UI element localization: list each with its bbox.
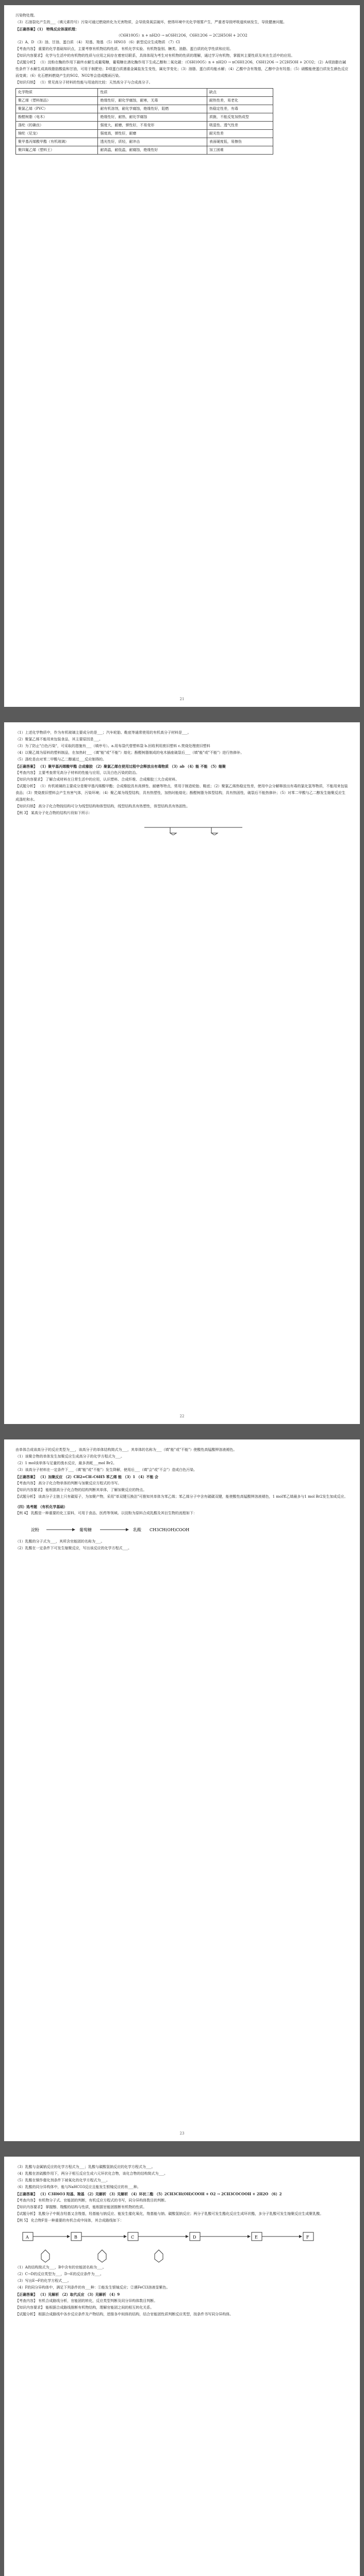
paragraph: （2）1 mol该单体与足量的溴水反应，最多消耗___mol Br2。 xyxy=(15,1461,117,1465)
scheme-label: C xyxy=(131,2235,135,2240)
answer-heading: 【正确答案】（1） 特殊反应体现机理： xyxy=(15,27,79,31)
paragraph: 【试题分析】 （1）有机玻璃的主要成分是聚甲基丙烯酸甲酯；合成橡胶具有高弹性、耐磨等特点，常用于制造轮胎、鞋底；（2）聚氯乙烯热稳定性差，使用中会分解释放出有毒的氯化氢等物质，不能用来包装食品；（3）焚烧废旧塑料会产生有害气体，污染环境；（4）聚乙烯为线型结构，具有热塑性，加热时能熔化；酚醛树脂为体型结构，具有热固性，破裂后不能热修补；（5）对苯二甲酸与乙二醇发生缩聚反应生成涤纶和水。 xyxy=(15,784,348,802)
paragraph: （2）C→D的反应类型为___，D→E的反应条件为___。 xyxy=(15,2272,104,2276)
material-comparison-table xyxy=(15,88,273,155)
table-cell: 质脆，不能反复加热成型 xyxy=(207,113,273,122)
paragraph: （1）乳酸的分子式为___，其所含官能团的名称为___。 xyxy=(15,1539,105,1544)
table-cell: 涤纶（的确良） xyxy=(16,122,98,130)
table-header: 性质 xyxy=(98,89,207,97)
paragraph: 污染物处理。 xyxy=(15,13,37,18)
paragraph: （4）F的同分异构体中，满足下列条件的有___种：①能发生银镜反应；②遇FeCl3溶液显紫色。 xyxy=(15,2285,170,2290)
synthesis-scheme xyxy=(26,1520,294,1538)
paragraph: 【例 3】 某高分子化合物的结构片段如下所示： xyxy=(15,811,92,815)
scheme-label: 葡萄糖 xyxy=(79,1528,92,1532)
table-cell: 酚醛树脂（电木） xyxy=(16,113,98,122)
table-cell: 聚乙烯（塑料制品） xyxy=(16,97,98,105)
table-cell: 绝缘性好，耐热，耐化学腐蚀 xyxy=(98,113,207,122)
paragraph: （1）上述化学物质中，作为有机玻璃主要成分的是___；汽车轮胎、鞋底等通常使用的有机高分子材料是___。 xyxy=(15,731,191,735)
page-number: 21 xyxy=(179,697,185,701)
paragraph: 【知识内容要求】 化学与生活中的有机物的性质与应用之间存在着密切联系，具体体现为考生对有机物的性质的理解，通过学习有机物，掌握其主要性质及其在生活中的应用。 xyxy=(15,54,295,58)
paragraph: （2）聚氯乙烯不能用来包装食品，其主要原因是___。 xyxy=(15,737,103,741)
paragraph: 【试题分析】 根据合成路线中各步反应条件及产物结构，逆推各中间体的结构，结合官能团性质判断反应类型，按条件书写同分异构体。 xyxy=(15,2312,234,2316)
table-cell: 表面硬度低，易擦伤 xyxy=(207,138,273,146)
answer-heading: 【正确答案】 （1）见解析 （2）取代反应 （3）见解析 （4）9 xyxy=(15,2292,120,2297)
paragraph: 【例 5】 化合物F是一种重要的有机合成中间体，其合成路线如下： xyxy=(15,2218,124,2223)
table-cell: 透光性好，质轻，耐冲击 xyxy=(98,138,207,146)
paragraph: 【考查内容】 主要考查常见高分子材料的性能与应用，以及白色污染的防治。 xyxy=(15,771,140,775)
paragraph: 由单体合成该高分子的反应类型为___，该高分子的单体结构简式为___，其单体的名称为___（填"能"或"不能"）使酸性高锰酸钾溶液褪色。 xyxy=(15,1448,237,1452)
scheme-label: E xyxy=(255,2235,258,2240)
scheme-label: F xyxy=(306,2235,309,2240)
paragraph: 【考查内容】 重要的化学基础知识点，主要考察有机物结构性质、有机化学实验、有机物鉴别、糖类、油脂、蛋白质的化学性质和应用。 xyxy=(15,47,234,51)
table-row xyxy=(16,138,273,146)
table-row xyxy=(16,146,273,155)
document-page-1 xyxy=(4,5,360,707)
paragraph: 【例 4】 乳酸是一种重要的化工原料，可用于食品、医药等领域。以淀粉为原料合成乳酸及其衍生物的流程如下： xyxy=(15,1511,197,1515)
table-cell: 强度大，耐磨，弹性好，不易变形 xyxy=(98,122,207,130)
table-cell: 强度高，弹性好，耐磨 xyxy=(98,130,207,138)
table-header: 化学物质 xyxy=(16,89,98,97)
table-cell: 加工困难 xyxy=(207,146,273,155)
paragraph: 【考查内容】 有机物分子式、官能团的判断，有机反应方程式的书写，同分异构体数目的判断。 xyxy=(15,2198,169,2202)
paragraph: （5）涤纶是由对苯二甲酸与乙二醇通过___反应制得的。 xyxy=(15,757,106,761)
page-number: 22 xyxy=(179,1414,185,1418)
document-page-3 xyxy=(4,1439,360,2141)
paragraph: 【知识内容要求】 能根据高分子化合物的结构判断其单体，了解加聚反应的特点。 xyxy=(15,1488,147,1492)
table-cell: 聚甲基丙烯酸甲酯（有机玻璃） xyxy=(16,138,98,146)
table-cell: 热稳定性差，有毒 xyxy=(207,105,273,113)
paragraph: （4）以聚乙烯为原料的塑料制品，在加热时___（填"能"或"不能"）熔化；酚醛树脂制成的电木插座破裂后___（填"能"或"不能"）进行热修补。 xyxy=(15,751,244,755)
paragraph: （3）写出E→F的化学方程式___。 xyxy=(15,2279,71,2283)
section-title: （四）选考题 （有机化学基础） xyxy=(15,1504,68,1509)
table-cell: 聚氯乙烯（PVC） xyxy=(16,105,98,113)
scheme-label: B xyxy=(74,2235,77,2240)
table-cell: 耐高温，耐低温，耐腐蚀，绝缘性好 xyxy=(98,146,207,155)
answer-heading: 【正确答案】 （1）C3H6O3 羟基、羧基 （2）见解析 （3）见解析 （4）环状二酯 （5）2CH3CH(OH)COOH + O2 → 2CH3COCOOH + 2H2O （6）2 xyxy=(15,2192,282,2196)
table-row xyxy=(16,130,273,138)
table-row xyxy=(16,122,273,130)
table-cell: 锦纶（尼龙） xyxy=(16,130,98,138)
scheme-label: 淀粉 xyxy=(31,1528,39,1532)
scheme-label: D xyxy=(193,2235,196,2240)
paragraph: （1）该聚合物的单体发生加聚反应生成高分子的化学方程式为___。 xyxy=(15,1454,124,1459)
polymer-structure-diagram xyxy=(139,820,253,835)
paragraph: （3）乳酸与金属钠反应的化学方程式为___；乳酸与碳酸氢钠反应的化学方程式为___。 xyxy=(15,2165,155,2169)
paragraph: 【知识归纳】 高分子化合物按结构可分为线型结构和体型结构，线型结构具有热塑性，体型结构具有热固性。 xyxy=(15,804,190,808)
document-page-2 xyxy=(4,722,360,1424)
scheme-label: CH3CH(OH)COOH xyxy=(150,1528,190,1532)
paragraph: （6）乳酸的同分异构体中，能与NaHCO3反应且能发生银镜反应的有___种。 xyxy=(15,2185,141,2189)
answer-heading: 【正确答案】 （1）聚甲基丙烯酸甲酯 合成橡胶 （2）聚氯乙烯在使用过程中会释放出有毒物质 （3）ab （4）能 不能 （5）缩聚 xyxy=(15,764,226,769)
table-cell: 耐有机溶剂，耐化学腐蚀，绝缘性好，阻燃 xyxy=(98,105,207,113)
paragraph: （3）为了防止"白色污染"，可采取的措施有___（填序号）。a.用布袋代替塑料袋 b.回收利用废旧塑料 c.焚烧处理废旧塑料 xyxy=(15,744,210,748)
table-cell: 吸湿性、透气性差 xyxy=(207,122,273,130)
table-cell: 耐光性差 xyxy=(207,130,273,138)
paragraph: 【知识内容要求】 了解合成材料在日常生活中的应用，认识塑料、合成纤维、合成橡胶三大合成材料。 xyxy=(15,777,179,782)
document-page-4 xyxy=(4,2157,360,2576)
table-row xyxy=(16,113,273,122)
page-number: 23 xyxy=(179,2131,185,2136)
scheme-label: A xyxy=(26,2235,29,2240)
table-row xyxy=(16,105,273,113)
paragraph: （4）乳酸在浓硫酸作用下，两分子相互反应生成六元环状化合物，该化合物的结构简式为___。 xyxy=(15,2172,168,2176)
table-cell: 耐热性差，易老化 xyxy=(207,97,273,105)
table-cell: 绝缘性好，耐化学腐蚀，耐寒，无毒 xyxy=(98,97,207,105)
paragraph: 【试题分析】 乳酸分子中既含羟基又含羧基，羟基能与钠反应、能发生催化氧化，羧基能与钠、碳酸氢钠反应；两分子乳酸可发生酯化反应生成环状酯，多分子乳酸可发生缩聚反应生成聚乳酸。 xyxy=(15,2212,324,2216)
paragraph: 【考查内容】 有机合成路线分析，官能团的转化，反应类型判断及同分异构体数目判断。 xyxy=(15,2299,158,2303)
table-header-row xyxy=(16,89,273,97)
table-row xyxy=(16,97,273,105)
paragraph: 【试题分析】 该高分子主链上只有碳原子，为加聚产物，采用"单双键互换法"可推知其单体为苯乙烯；苯乙烯分子中含有碳碳双键，能使酸性高锰酸钾溶液褪色，1 mol苯乙烯最多与1 mol Br2发生加成反应。 xyxy=(15,1495,348,1499)
paragraph: （5）乳酸在铜作催化剂条件下被氧化的化学方程式为___。 xyxy=(15,2178,110,2182)
paragraph: （3）石油裂化产生的___（填元素符号）污染可通过燃烧转化为无害物质，会导致臭氧层破坏，使得环境中光化学烟雾产生，严重者导致呼吸道疾病发生，导致健康问题。 xyxy=(15,20,287,24)
synthesis-route-diagram xyxy=(21,2228,340,2264)
paragraph: 【试题分析】 （1）淀粉在酶的作用下最终水解生成葡萄糖，葡萄糖在酒化酶作用下生成乙醇和二氧化碳：（C6H10O5）n + nH2O → nC6H12O6，C6H12O6 → 2C2H5OH + 2CO2；（2）A项油脂在碱性条件下水解生成高级脂肪酸盐和甘油，可用于制肥皂；D项蛋白质遇重金属盐发生变性，属化学变化；（3）油脂、蛋白质均能水解；（4）乙酸中含有羧基，乙醇中含有羟基；（5）硝酸能使蛋白质发生颜色反应而变黄；（6）化石燃料燃烧产生的SO2、NO2等会造成酸雨污染。 xyxy=(15,60,349,78)
answer-heading: 【正确答案】 （1）加聚反应 （2）CH2=CH–C6H5 苯乙烯 能 （3）1 （4）不能 会 xyxy=(15,1475,158,1479)
paragraph: 【知识归纳】 （1）常见高分子材料的性能与用途的比较：天然高分子与合成高分子。 xyxy=(15,80,153,84)
table-cell: 聚四氟乙烯（塑料王） xyxy=(16,146,98,155)
scheme-label: 乳酸 xyxy=(133,1528,141,1532)
paragraph: （2）乳酸在一定条件下可发生缩聚反应，写出该反应的化学方程式___。 xyxy=(15,1546,131,1550)
paragraph: 【知识内容要求】 掌握醇、羧酸的结构与性质，能根据官能团推断有机物的性质。 xyxy=(15,2205,147,2209)
chemical-equation: （C6H10O5）n + nH2O → nC6H12O6，C6H12O6 → 2C2H5OH + 2CO2 xyxy=(117,33,247,38)
paragraph: 【知识内容要求】 能根据合成路线推断有机物结构，理解官能团之间的相互转化关系。 xyxy=(15,2306,154,2310)
table-header: 缺点 xyxy=(207,89,273,97)
paragraph: （3）该高分子材料在一定条件下___（填"能"或"不能"）发生降解，使用后___（填"会"或"不会"）造成白色污染。 xyxy=(15,1468,197,1472)
paragraph: （2）A、D （3）油、甘油、蛋白质 （4） 羟基、羧基 （5）HNO3 （6）新型反应生成物质 （7）Cl xyxy=(15,40,180,44)
paragraph: （1）A的结构简式为___，B中含有的官能团名称为___。 xyxy=(15,2265,106,2269)
paragraph: 【考查内容】 高分子化合物单体的判断与加聚反应方程式的书写。 xyxy=(15,1481,122,1485)
